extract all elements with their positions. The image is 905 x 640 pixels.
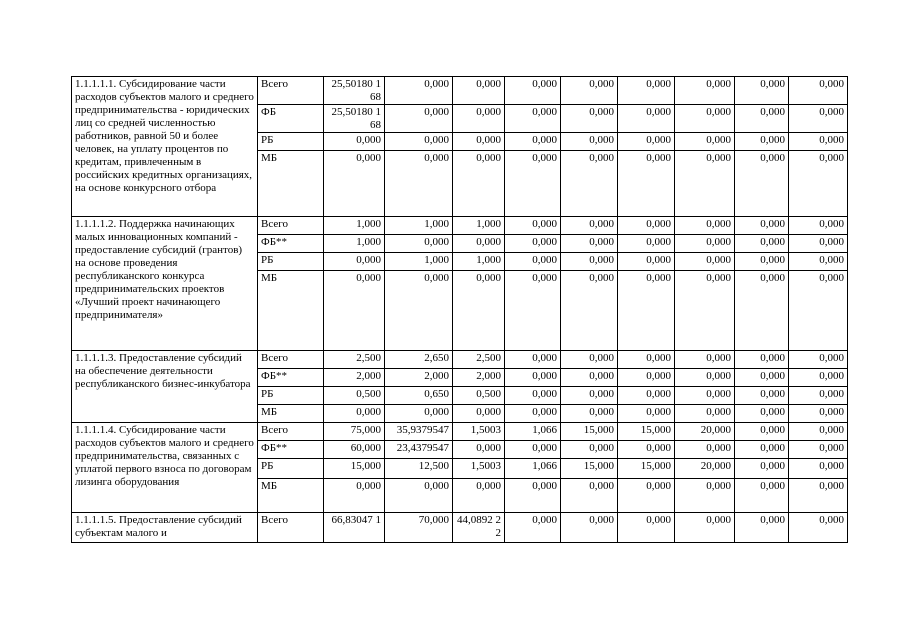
table-row	[72, 513, 848, 543]
value-cell: 0,000	[618, 77, 675, 105]
value-cell: 66,83047 1	[324, 513, 385, 543]
value-cell: 0,000	[789, 133, 848, 151]
value-cell: 0,000	[561, 217, 618, 235]
value-cell: 0,000	[385, 133, 453, 151]
value-cell: 0,000	[735, 441, 789, 459]
value-cell: 0,500	[453, 387, 505, 405]
value-cell: 0,000	[505, 369, 561, 387]
value-cell: 0,000	[453, 441, 505, 459]
funding-source-cell: ФБ	[258, 105, 324, 133]
value-cell: 0,000	[505, 479, 561, 513]
value-cell: 0,000	[505, 151, 561, 217]
value-cell: 0,000	[618, 217, 675, 235]
value-cell: 2,000	[453, 369, 505, 387]
value-cell: 0,000	[675, 351, 735, 369]
value-cell: 0,000	[324, 271, 385, 351]
value-cell: 0,000	[505, 253, 561, 271]
value-cell: 0,000	[505, 77, 561, 105]
table-row	[72, 77, 848, 105]
value-cell: 0,000	[735, 77, 789, 105]
value-cell: 0,000	[385, 151, 453, 217]
value-cell: 15,000	[561, 459, 618, 479]
value-cell: 15,000	[324, 459, 385, 479]
value-cell: 0,000	[618, 133, 675, 151]
value-cell: 0,000	[735, 105, 789, 133]
funding-source-cell: МБ	[258, 151, 324, 217]
value-cell: 1,000	[385, 217, 453, 235]
value-cell: 0,000	[385, 235, 453, 253]
value-cell: 0,000	[561, 77, 618, 105]
value-cell: 20,000	[675, 423, 735, 441]
value-cell: 0,000	[618, 479, 675, 513]
value-cell: 2,000	[385, 369, 453, 387]
value-cell: 0,000	[505, 387, 561, 405]
funding-source-cell: МБ	[258, 405, 324, 423]
value-cell: 0,000	[505, 235, 561, 253]
value-cell: 23,4379547	[385, 441, 453, 459]
value-cell: 0,000	[735, 387, 789, 405]
value-cell: 0,000	[618, 513, 675, 543]
value-cell: 0,000	[789, 369, 848, 387]
value-cell: 0,000	[675, 151, 735, 217]
value-cell: 0,000	[561, 133, 618, 151]
value-cell: 0,000	[618, 151, 675, 217]
table-row	[72, 351, 848, 369]
value-cell: 70,000	[385, 513, 453, 543]
value-cell: 0,000	[561, 151, 618, 217]
value-cell: 0,000	[789, 271, 848, 351]
value-cell: 2,500	[453, 351, 505, 369]
value-cell: 0,000	[618, 369, 675, 387]
measure-name-cell: 1.1.1.1.4. Субсидирование части расходов субъектов малого и среднего предпринимательства, связанных с уплатой первого взноса по договорам лизинга оборудования	[72, 423, 258, 513]
value-cell: 0,000	[505, 133, 561, 151]
value-cell: 1,000	[453, 253, 505, 271]
value-cell: 0,000	[324, 405, 385, 423]
value-cell: 15,000	[618, 459, 675, 479]
value-cell: 0,000	[505, 217, 561, 235]
value-cell: 1,066	[505, 459, 561, 479]
value-cell: 0,000	[675, 133, 735, 151]
value-cell: 0,000	[453, 271, 505, 351]
funding-source-cell: РБ	[258, 133, 324, 151]
value-cell: 0,000	[789, 105, 848, 133]
funding-source-cell: Всего	[258, 217, 324, 235]
program-financing-table	[71, 76, 848, 543]
value-cell: 0,000	[675, 235, 735, 253]
value-cell: 0,000	[789, 253, 848, 271]
value-cell: 0,000	[561, 253, 618, 271]
value-cell: 0,000	[789, 77, 848, 105]
value-cell: 0,000	[735, 133, 789, 151]
value-cell: 0,000	[618, 351, 675, 369]
value-cell: 1,5003	[453, 459, 505, 479]
value-cell: 0,000	[324, 133, 385, 151]
value-cell: 0,000	[789, 217, 848, 235]
value-cell: 12,500	[385, 459, 453, 479]
value-cell: 0,000	[789, 405, 848, 423]
funding-source-cell: РБ	[258, 387, 324, 405]
value-cell: 0,000	[453, 405, 505, 423]
funding-source-cell: РБ	[258, 459, 324, 479]
value-cell: 0,650	[385, 387, 453, 405]
value-cell: 0,000	[735, 151, 789, 217]
value-cell: 44,0892 22	[453, 513, 505, 543]
value-cell: 2,650	[385, 351, 453, 369]
value-cell: 0,000	[453, 77, 505, 105]
value-cell: 1,000	[324, 217, 385, 235]
table-row	[72, 217, 848, 235]
value-cell: 0,000	[618, 271, 675, 351]
value-cell: 2,500	[324, 351, 385, 369]
funding-source-cell: Всего	[258, 77, 324, 105]
value-cell: 0,000	[561, 405, 618, 423]
value-cell: 0,000	[618, 441, 675, 459]
value-cell: 0,000	[385, 105, 453, 133]
value-cell: 2,000	[324, 369, 385, 387]
value-cell: 0,000	[789, 423, 848, 441]
value-cell: 15,000	[561, 423, 618, 441]
value-cell: 0,000	[789, 459, 848, 479]
value-cell: 0,000	[675, 217, 735, 235]
value-cell: 0,000	[675, 105, 735, 133]
value-cell: 0,000	[675, 253, 735, 271]
value-cell: 0,000	[789, 351, 848, 369]
value-cell: 0,000	[453, 105, 505, 133]
value-cell: 0,000	[675, 405, 735, 423]
value-cell: 1,000	[385, 253, 453, 271]
measure-name-cell: 1.1.1.1.1. Субсидирование части расходов субъектов малого и среднего предпринимательства - юридических лиц со средней численностью работников, равной 50 и более человек, на уплату процентов по кредитам, привлеченным в российских кредитных организациях, на основе конкурсного отбора	[72, 77, 258, 217]
funding-source-cell: МБ	[258, 479, 324, 513]
value-cell: 0,000	[618, 235, 675, 253]
value-cell: 0,000	[735, 351, 789, 369]
value-cell: 0,000	[789, 387, 848, 405]
value-cell: 0,000	[324, 479, 385, 513]
value-cell: 0,000	[618, 405, 675, 423]
value-cell: 0,000	[561, 235, 618, 253]
value-cell: 25,50180 168	[324, 105, 385, 133]
measure-name-cell: 1.1.1.1.5. Предоставление субсидий субъектам малого и	[72, 513, 258, 543]
value-cell: 1,000	[324, 235, 385, 253]
value-cell: 0,000	[789, 479, 848, 513]
value-cell: 0,000	[789, 235, 848, 253]
measure-name-cell: 1.1.1.1.3. Предоставление субсидий на обеспечение деятельности республиканского бизнес-инкубатора	[72, 351, 258, 423]
value-cell: 0,000	[735, 271, 789, 351]
value-cell: 0,000	[453, 151, 505, 217]
value-cell: 0,000	[735, 217, 789, 235]
value-cell: 0,000	[385, 405, 453, 423]
value-cell: 0,000	[675, 513, 735, 543]
value-cell: 0,000	[675, 369, 735, 387]
value-cell: 0,000	[789, 513, 848, 543]
value-cell: 0,000	[735, 235, 789, 253]
value-cell: 0,000	[385, 77, 453, 105]
value-cell: 0,000	[789, 151, 848, 217]
value-cell: 0,000	[385, 271, 453, 351]
value-cell: 0,000	[561, 441, 618, 459]
value-cell: 15,000	[618, 423, 675, 441]
value-cell: 0,000	[561, 479, 618, 513]
value-cell: 0,000	[453, 133, 505, 151]
value-cell: 0,000	[735, 459, 789, 479]
funding-source-cell: Всего	[258, 513, 324, 543]
value-cell: 0,000	[453, 235, 505, 253]
value-cell: 1,000	[453, 217, 505, 235]
value-cell: 0,000	[385, 479, 453, 513]
value-cell: 0,000	[618, 387, 675, 405]
value-cell: 0,000	[324, 151, 385, 217]
value-cell: 0,000	[735, 423, 789, 441]
value-cell: 25,50180 168	[324, 77, 385, 105]
funding-source-cell: РБ	[258, 253, 324, 271]
value-cell: 0,000	[735, 369, 789, 387]
value-cell: 0,000	[561, 387, 618, 405]
funding-source-cell: Всего	[258, 423, 324, 441]
value-cell: 60,000	[324, 441, 385, 459]
value-cell: 0,000	[735, 405, 789, 423]
value-cell: 35,9379547	[385, 423, 453, 441]
funding-source-cell: Всего	[258, 351, 324, 369]
funding-source-cell: ФБ**	[258, 235, 324, 253]
value-cell: 0,000	[561, 271, 618, 351]
value-cell: 0,000	[505, 405, 561, 423]
table-row	[72, 423, 848, 441]
value-cell: 0,000	[505, 105, 561, 133]
value-cell: 0,000	[789, 441, 848, 459]
value-cell: 0,000	[735, 479, 789, 513]
funding-source-cell: ФБ**	[258, 369, 324, 387]
value-cell: 1,066	[505, 423, 561, 441]
value-cell: 0,000	[618, 105, 675, 133]
value-cell: 0,500	[324, 387, 385, 405]
table-body	[72, 77, 848, 543]
value-cell: 0,000	[561, 105, 618, 133]
funding-source-cell: ФБ**	[258, 441, 324, 459]
value-cell: 0,000	[505, 441, 561, 459]
value-cell: 0,000	[735, 253, 789, 271]
value-cell: 0,000	[675, 479, 735, 513]
value-cell: 0,000	[561, 351, 618, 369]
value-cell: 0,000	[505, 513, 561, 543]
value-cell: 0,000	[735, 513, 789, 543]
measure-name-cell: 1.1.1.1.2. Поддержка начинающих малых инновационных компаний - предоставление субсидий (грантов) на основе проведения республиканского конкурса предпринимательских проектов «Лучший проект начинающего предпринимателя»	[72, 217, 258, 351]
value-cell: 0,000	[505, 351, 561, 369]
value-cell: 0,000	[675, 77, 735, 105]
value-cell: 0,000	[561, 369, 618, 387]
value-cell: 0,000	[561, 513, 618, 543]
value-cell: 1,5003	[453, 423, 505, 441]
value-cell: 0,000	[675, 271, 735, 351]
value-cell: 0,000	[324, 253, 385, 271]
value-cell: 75,000	[324, 423, 385, 441]
value-cell: 0,000	[618, 253, 675, 271]
value-cell: 0,000	[675, 387, 735, 405]
value-cell: 0,000	[675, 441, 735, 459]
value-cell: 0,000	[505, 271, 561, 351]
value-cell: 0,000	[453, 479, 505, 513]
funding-source-cell: МБ	[258, 271, 324, 351]
value-cell: 20,000	[675, 459, 735, 479]
